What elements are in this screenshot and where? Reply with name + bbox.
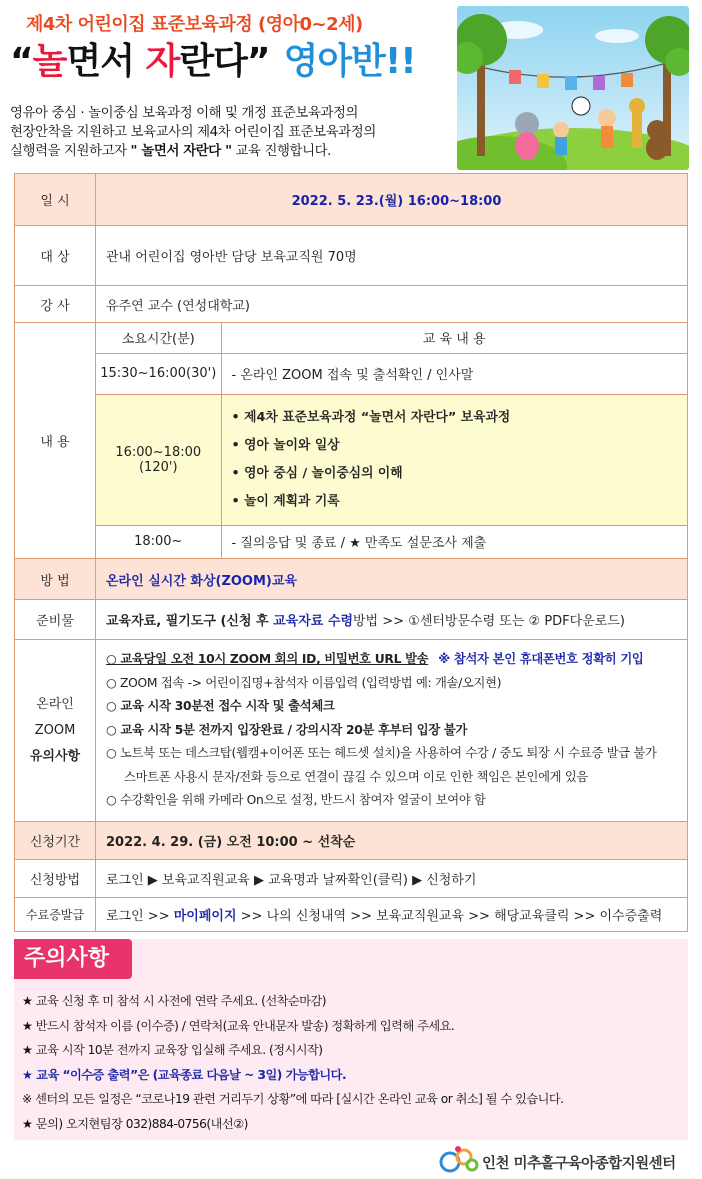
online-label-2: ZOOM [34,722,76,738]
caution-tag: 주의사항 [14,939,132,979]
header [0,0,702,170]
title-close-quote: ” [246,41,270,82]
schedule-header [96,323,687,353]
cert-blue: 마이페이지 [173,909,237,924]
intro-text [10,104,440,161]
footer [438,1145,688,1175]
cert-value [96,898,688,932]
caution-item: ★ 반드시 참석자 이름 (이수증) / 연락처(교육 안내문자 발송) 정확하게 입력해 주세요. [22,1018,455,1033]
prep-row [15,600,688,640]
cert-post: >> 나의 신청내역 >> 보육교직원교육 >> 해당교육클릭 >> 이수증출력 [236,909,663,924]
schedule-time: 18:00~ [96,525,221,558]
title-mid: 면서 [66,41,146,82]
schedule-row-main [96,394,687,525]
target-label: 대 상 [15,226,96,286]
apply-method-label: 신청방법 [15,860,96,898]
note-5: ○ 노트북 또는 데스크탑(웹캠+이어폰 또는 헤드셋 설치)을 사용하여 수강 / 중도 퇴장 시 수료증 발급 불가 [106,746,657,761]
note-4: ○ 교육 시작 5분 전까지 입장완료 / 강의시작 20분 후부터 입장 불가 [106,722,468,737]
schedule-row [96,353,687,394]
apply-period-value: 2022. 4. 29. (금) 오전 10:00 ~ 선착순 [96,822,688,860]
caution-item: ※ 센터의 모든 일정은 “코로나19 관련 거리두기 상황”에 따라 [실시간 온라인 교육 or 취소] 될 수 있습니다. [22,1092,564,1106]
note-5b: 스마트폰 사용시 문자/전화 등으로 연결이 끊길 수 있으며 이로 인한 책임은 본인에게 있음 [124,769,588,784]
online-row [15,640,688,822]
lecturer-label: 강 사 [15,286,96,323]
note-6: ○ 수강확인을 위해 카메라 On으로 설정, 반드시 참여자 얼굴이 보여야 함 [106,793,486,808]
caution-item: ★ 교육 “이수증 출력”은 (교육종료 다음날 ~ 3일) 가능합니다. [22,1067,347,1082]
children-playing-illustration [457,6,689,170]
note-2: ○ ZOOM 접속 -> 어린이집명+참석자 이름입력 (입력방법 예: 개솔/오지현) [106,675,502,690]
prep-value [96,600,688,640]
date-value: 2022. 5. 23.(월) 16:00~18:00 [96,174,688,226]
intro-line-3-pre: 실행력을 지원하고자 [10,144,131,159]
caution-item: ★ 문의) 오지현팀장 032)884-0756(내선②) [22,1116,248,1131]
intro-line-3-em: " 놀면서 자란다 " [130,144,232,159]
schedule-content-main [221,394,687,525]
caution-list [22,989,682,1136]
schedule-cell [96,323,688,559]
content-label: 내 용 [15,323,96,559]
target-row [15,226,688,286]
date-row [15,174,688,226]
online-notes [96,640,688,822]
apply-period-row [15,822,688,860]
apply-period-label: 신청기간 [15,822,96,860]
subtitle: 제4차 어린이집 표준보육과정 (영아0~2세) [26,14,363,35]
apply-method-row [15,860,688,898]
schedule-content: - 온라인 ZOOM 접속 및 출석확인 / 인사말 [221,353,687,394]
prep-blue: 교육자료 수령 [273,614,353,629]
online-label [15,640,96,822]
schedule-time-line2: (120') [138,459,178,475]
title-red-2: 자 [145,41,180,82]
list-item: • 제4차 표준보육과정 “놀면서 자란다” 보육과정 [231,409,511,425]
title-end: 란다 [179,41,247,82]
caution-item: ★ 교육 신청 후 미 참석 시 사전에 연락 주세요. (선착순마감) [22,994,327,1008]
cert-pre: 로그인 >> [106,909,174,924]
list-item: • 영아 놀이와 일상 [231,437,340,453]
online-label-1: 온라인 [36,696,74,712]
lecturer-value: 유주연 교수 (연성대학교) [96,286,688,323]
cert-label: 수료증발급 [15,898,96,932]
caution-item: ★ 교육 시작 10분 전까지 교육장 입실해 주세요. (정시시작) [22,1043,323,1057]
schedule-time: 15:30~16:00(30') [96,353,221,394]
apply-method-value: 로그인 ▶ 보육교직원교육 ▶ 교육명과 날짜확인(클릭) ▶ 신청하기 [96,860,688,898]
info-table [14,173,688,932]
method-row [15,559,688,600]
main-title [10,38,416,86]
title-open-quote: “ [10,41,33,82]
note-1-text: ○ 교육당일 오전 10시 ZOOM 회의 ID, 비밀번호 URL 발송 [106,652,429,667]
cert-row [15,898,688,932]
note-1-tag: ※ 참석자 본인 휴대폰번호 정확히 기입 [438,652,644,667]
schedule-table [96,323,687,558]
date-label: 일 시 [15,174,96,226]
prep-pre: 교육자료, 필기도구 (신청 후 [106,614,274,629]
schedule-time-line1: 16:00~18:00 [115,444,202,460]
org-name: 인천 미추홀구육아종합지원센터 [482,1156,676,1172]
schedule-header-time: 소요시간(분) [96,323,221,353]
target-value: 관내 어린이집 영아반 담당 보육교직원 70명 [96,226,688,286]
title-red-1: 놀 [32,41,67,82]
method-label: 방 법 [15,559,96,600]
title-blue: 영아반!! [283,41,416,82]
content-row [15,323,688,559]
center-logo-icon [438,1145,480,1175]
intro-line-3-post: 교육 진행합니다. [231,144,332,159]
note-1 [106,648,687,672]
intro-line-1: 영유아 중심 · 놀이중심 보육과정 이해 및 개정 표준보육과정의 [10,106,359,121]
note-3: ○ 교육 시작 30분전 접수 시작 및 출석체크 [106,699,335,714]
prep-post: 방법 >> ①센터방문수령 또는 ② PDF다운로드) [353,614,625,629]
online-label-3: 유의사항 [29,748,81,764]
list-item: • 놀이 계획과 기록 [231,493,340,509]
schedule-row [96,525,687,558]
method-value: 온라인 실시간 화상(ZOOM)교육 [96,559,688,600]
intro-line-2: 현장안착을 지원하고 보육교사의 제4차 어린이집 표준보육과정의 [10,125,376,140]
prep-label: 준비물 [15,600,96,640]
caution-box [14,939,688,1140]
schedule-time-main [96,394,221,525]
intro-line-3 [10,142,440,161]
list-item: • 영아 중심 / 놀이중심의 이해 [231,465,403,481]
schedule-content: - 질의응답 및 종료 / ★ 만족도 설문조사 제출 [221,525,687,558]
schedule-header-content: 교 육 내 용 [221,323,687,353]
lecturer-row [15,286,688,323]
